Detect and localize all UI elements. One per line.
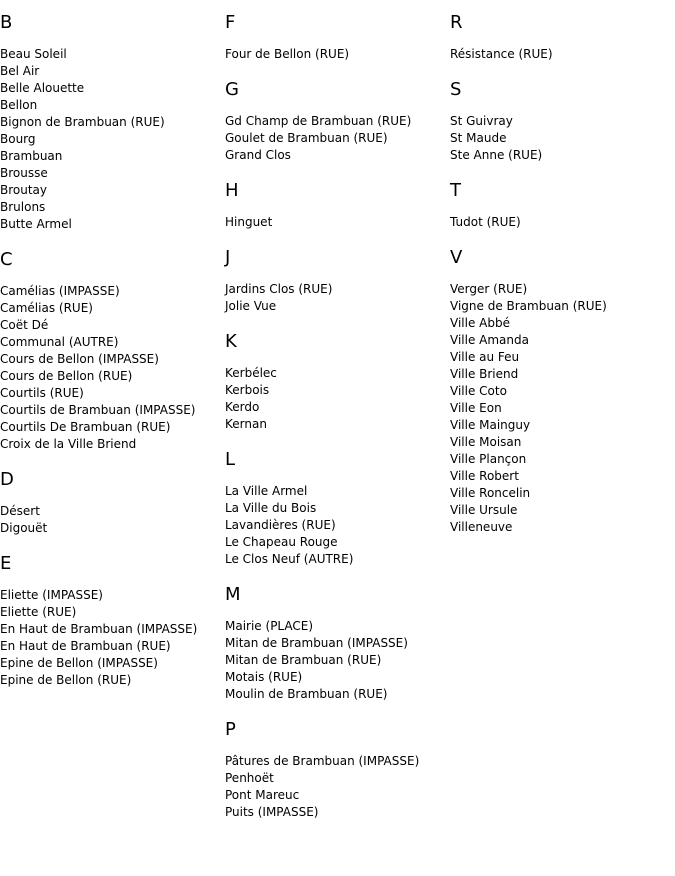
street-item: Puits (IMPASSE) xyxy=(225,805,319,819)
street-item: Digouët xyxy=(0,521,48,535)
letter-group-f xyxy=(225,12,450,63)
street-list xyxy=(0,283,225,453)
street-item: Mitan de Brambuan (IMPASSE) xyxy=(225,636,408,650)
street-item: Ville Plançon xyxy=(450,452,527,466)
street-item: Four de Bellon (RUE) xyxy=(225,47,350,61)
letter-group-r xyxy=(450,12,675,63)
street-list xyxy=(225,618,450,703)
street-item: Coët Dé xyxy=(0,318,49,332)
street-item: Camélias (RUE) xyxy=(0,301,93,315)
street-list xyxy=(225,365,450,433)
letter-heading: F xyxy=(225,12,236,33)
street-item: Vigne de Brambuan (RUE) xyxy=(450,299,607,313)
street-item: En Haut de Brambuan (RUE) xyxy=(0,639,171,653)
letter-heading: V xyxy=(450,247,463,268)
street-item: Broutay xyxy=(0,183,48,197)
street-item: Ville Amanda xyxy=(450,333,529,347)
street-list xyxy=(0,587,225,689)
letter-group-k xyxy=(225,331,450,433)
street-item: Ste Anne (RUE) xyxy=(450,148,543,162)
street-item: Camélias (IMPASSE) xyxy=(0,284,120,298)
street-item: Tudot (RUE) xyxy=(450,215,521,229)
letter-heading: M xyxy=(225,584,241,605)
letter-group-j xyxy=(225,247,450,315)
street-item: Moulin de Brambuan (RUE) xyxy=(225,687,388,701)
street-item: Belle Alouette xyxy=(0,81,85,95)
letter-group-h xyxy=(225,180,450,231)
index-column-3 xyxy=(450,12,675,552)
street-item: St Maude xyxy=(450,131,507,145)
street-item: Ville Roncelin xyxy=(450,486,531,500)
street-item: Epine de Bellon (RUE) xyxy=(0,673,132,687)
street-item: Kerbois xyxy=(225,383,270,397)
street-item: Ville Ursule xyxy=(450,503,518,517)
street-item: Epine de Bellon (IMPASSE) xyxy=(0,656,158,670)
street-list xyxy=(450,214,675,231)
street-item: Jardins Clos (RUE) xyxy=(225,282,333,296)
street-item: Désert xyxy=(0,504,40,518)
index-column-2 xyxy=(225,12,450,837)
street-item: Eliette (RUE) xyxy=(0,605,77,619)
street-item: Ville Abbé xyxy=(450,316,510,330)
street-item: Courtils De Brambuan (RUE) xyxy=(0,420,171,434)
street-item: Penhoët xyxy=(225,771,274,785)
street-item: St Guivray xyxy=(450,114,513,128)
street-item: Grand Clos xyxy=(225,148,291,162)
letter-group-t xyxy=(450,180,675,231)
street-item: Ville Moisan xyxy=(450,435,522,449)
letter-group-d xyxy=(0,469,225,537)
street-item: Bellon xyxy=(0,98,38,112)
street-item: Courtils (RUE) xyxy=(0,386,84,400)
street-item: Bourg xyxy=(0,132,36,146)
street-list xyxy=(225,281,450,315)
street-item: Cours de Bellon (IMPASSE) xyxy=(0,352,159,366)
letter-group-e xyxy=(0,553,225,689)
letter-heading: P xyxy=(225,719,236,740)
letter-group-c xyxy=(0,249,225,453)
street-item: Eliette (IMPASSE) xyxy=(0,588,103,602)
street-item: La Ville Armel xyxy=(225,484,308,498)
street-item: Jolie Vue xyxy=(225,299,277,313)
street-item: Motais (RUE) xyxy=(225,670,303,684)
letter-heading: T xyxy=(450,180,461,201)
street-item: Communal (AUTRE) xyxy=(0,335,119,349)
street-item: Courtils de Brambuan (IMPASSE) xyxy=(0,403,196,417)
street-item: Résistance (RUE) xyxy=(450,47,553,61)
street-item: Butte Armel xyxy=(0,217,72,231)
street-item: Ville Eon xyxy=(450,401,502,415)
street-item: Ville Robert xyxy=(450,469,519,483)
street-item: Ville Coto xyxy=(450,384,507,398)
street-item: La Ville du Bois xyxy=(225,501,317,515)
street-item: Pont Mareuc xyxy=(225,788,300,802)
letter-group-g xyxy=(225,79,450,164)
street-item: En Haut de Brambuan (IMPASSE) xyxy=(0,622,198,636)
street-item: Le Chapeau Rouge xyxy=(225,535,338,549)
letter-heading: L xyxy=(225,449,236,470)
street-item: Villeneuve xyxy=(450,520,513,534)
street-item: Ville Briend xyxy=(450,367,519,381)
street-item: Beau Soleil xyxy=(0,47,67,61)
street-item: Gd Champ de Brambuan (RUE) xyxy=(225,114,412,128)
street-item: Bignon de Brambuan (RUE) xyxy=(0,115,165,129)
street-item: Le Clos Neuf (AUTRE) xyxy=(225,552,354,566)
street-item: Cours de Bellon (RUE) xyxy=(0,369,133,383)
letter-heading: B xyxy=(0,12,13,33)
street-list xyxy=(225,113,450,164)
street-list xyxy=(225,46,450,63)
street-item: Brousse xyxy=(0,166,48,180)
letter-group-p xyxy=(225,719,450,821)
street-item: Mitan de Brambuan (RUE) xyxy=(225,653,382,667)
street-item: Hinguet xyxy=(225,215,273,229)
street-item: Kerdo xyxy=(225,400,260,414)
street-item: Ville au Feu xyxy=(450,350,520,364)
street-list xyxy=(0,503,225,537)
street-list xyxy=(225,483,450,568)
street-item: Goulet de Brambuan (RUE) xyxy=(225,131,388,145)
letter-heading: H xyxy=(225,180,239,201)
street-item: Brulons xyxy=(0,200,46,214)
letter-heading: E xyxy=(0,553,12,574)
letter-heading: G xyxy=(225,79,239,100)
street-item: Pâtures de Brambuan (IMPASSE) xyxy=(225,754,420,768)
street-item: Lavandières (RUE) xyxy=(225,518,336,532)
letter-group-v xyxy=(450,247,675,536)
street-list xyxy=(225,753,450,821)
street-item: Croix de la Ville Briend xyxy=(0,437,137,451)
street-item: Bel Air xyxy=(0,64,40,78)
street-item: Verger (RUE) xyxy=(450,282,528,296)
street-list xyxy=(0,46,225,233)
letter-group-b xyxy=(0,12,225,233)
letter-heading: C xyxy=(0,249,13,270)
street-item: Kernan xyxy=(225,417,267,431)
street-item: Brambuan xyxy=(0,149,63,163)
letter-heading: J xyxy=(225,247,231,268)
street-list xyxy=(450,46,675,63)
letter-heading: R xyxy=(450,12,463,33)
street-list xyxy=(450,113,675,164)
index-column-1 xyxy=(0,12,225,705)
street-list xyxy=(225,214,450,231)
letter-heading: S xyxy=(450,79,462,100)
street-item: Ville Mainguy xyxy=(450,418,531,432)
letter-group-l xyxy=(225,449,450,568)
letter-heading: D xyxy=(0,469,14,490)
letter-heading: K xyxy=(225,331,237,352)
street-item: Mairie (PLACE) xyxy=(225,619,314,633)
letter-group-m xyxy=(225,584,450,703)
letter-group-s xyxy=(450,79,675,164)
street-item: Kerbélec xyxy=(225,366,277,380)
street-list xyxy=(450,281,675,536)
